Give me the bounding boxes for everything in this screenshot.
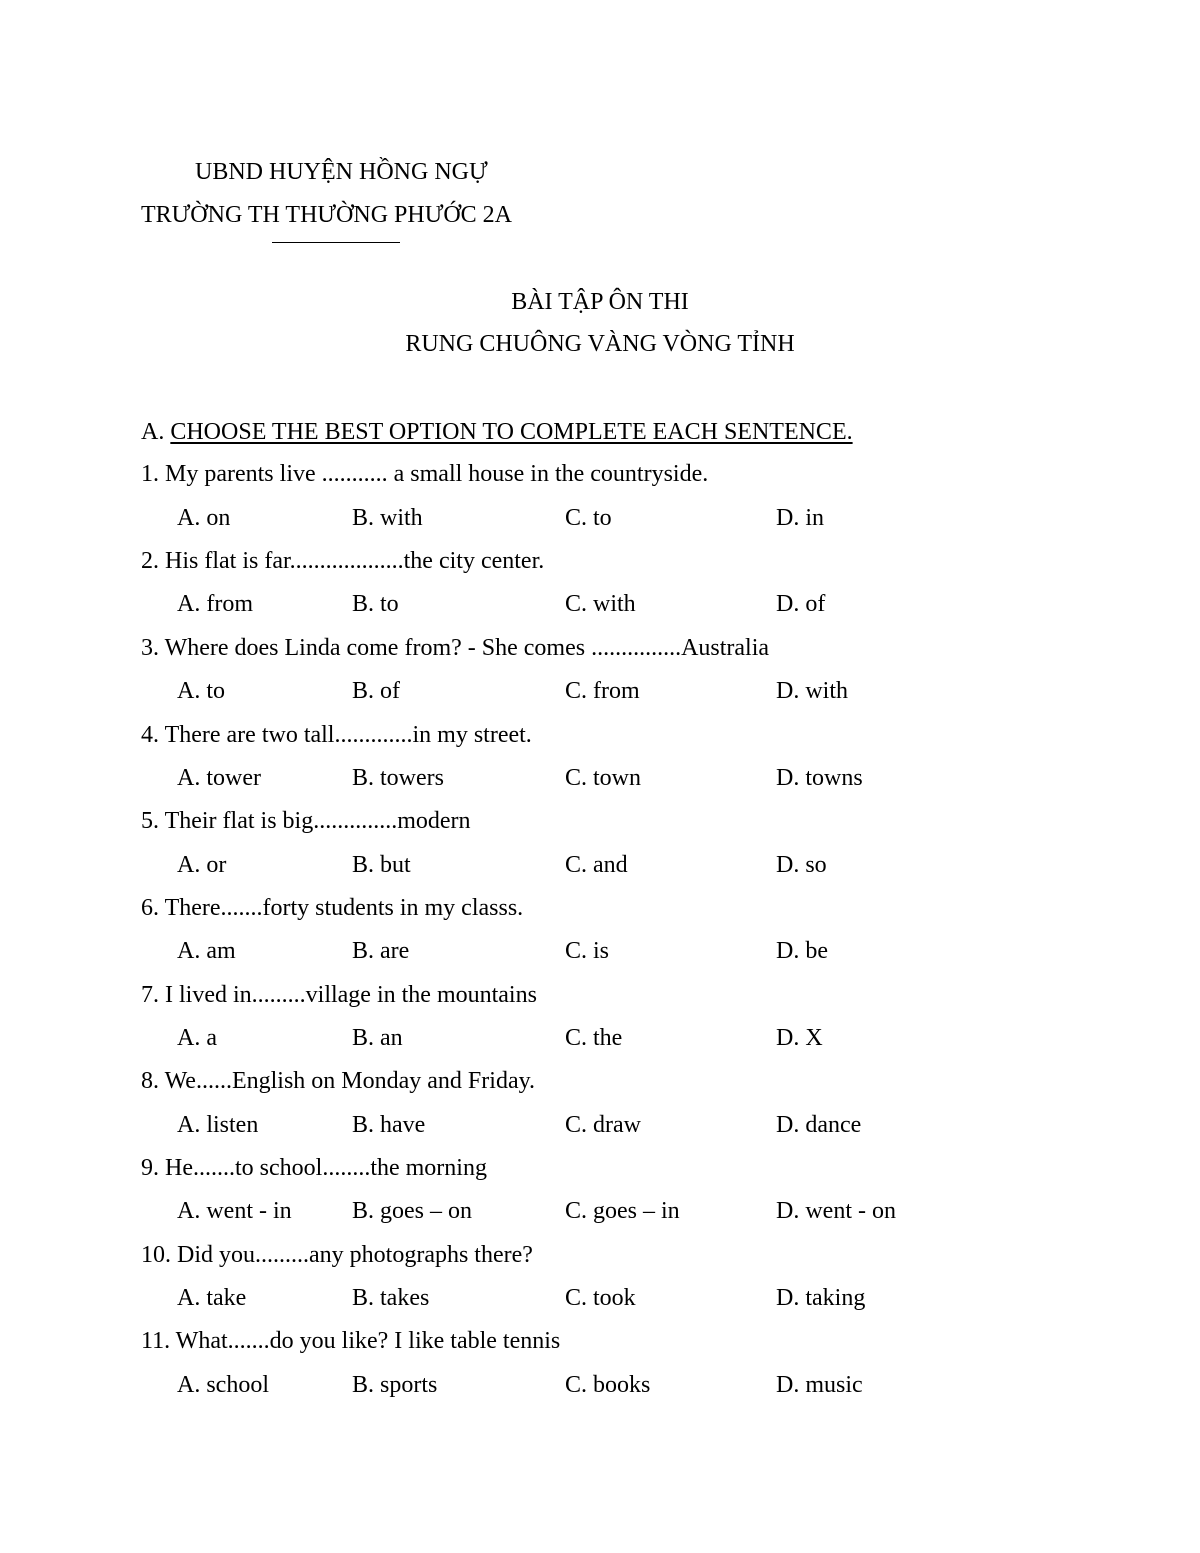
option-a: A. listen [177, 1112, 259, 1138]
option-a: A. am [177, 938, 236, 964]
option-d: D. so [776, 852, 827, 878]
question-text: 11. What.......do you like? I like table tennis [141, 1328, 561, 1354]
option-a: A. or [177, 852, 227, 878]
option-c: C. the [565, 1025, 623, 1051]
option-a: A. went - in [177, 1198, 292, 1224]
option-d: D. towns [776, 765, 863, 791]
question-text: 5. Their flat is big..............modern [141, 808, 471, 834]
option-b: B. of [352, 678, 400, 704]
question-text: 6. There.......forty students in my classs. [141, 895, 524, 921]
option-a: A. to [177, 678, 225, 704]
option-b: B. with [352, 505, 423, 531]
option-b: B. to [352, 591, 399, 617]
school-authority-line: UBND HUYỆN HỒNG NGỰ [195, 159, 488, 185]
option-b: B. sports [352, 1372, 438, 1398]
school-name-line: TRƯỜNG TH THƯỜNG PHƯỚC 2A [141, 202, 512, 228]
option-c: C. town [565, 765, 642, 791]
section-a-heading [141, 420, 853, 444]
question-text: 7. I lived in.........village in the mountains [141, 982, 537, 1008]
option-d: D. dance [776, 1112, 862, 1138]
question-text: 2. His flat is far...................the city center. [141, 548, 545, 574]
option-c: C. books [565, 1372, 651, 1398]
option-b: B. takes [352, 1285, 430, 1311]
option-d: D. music [776, 1372, 863, 1398]
question-text: 3. Where does Linda come from? - She comes ...............Australia [141, 635, 770, 661]
option-d: D. went - on [776, 1198, 896, 1224]
option-c: C. with [565, 591, 636, 617]
question-text: 1. My parents live ........... a small house in the countryside. [141, 461, 709, 487]
option-a: A. on [177, 505, 231, 531]
section-a-prefix: A. [141, 419, 171, 445]
header-divider [272, 242, 400, 243]
option-b: B. but [352, 852, 411, 878]
option-c: C. and [565, 852, 628, 878]
question-text: 8. We......English on Monday and Friday. [141, 1068, 536, 1094]
option-b: B. an [352, 1025, 403, 1051]
option-d: D. of [776, 591, 826, 617]
option-b: B. are [352, 938, 410, 964]
option-c: C. took [565, 1285, 636, 1311]
option-a: A. from [177, 591, 253, 617]
section-a-instruction: CHOOSE THE BEST OPTION TO COMPLETE EACH SENTENCE. [170, 419, 853, 445]
option-d: D. in [776, 505, 824, 531]
option-c: C. from [565, 678, 640, 704]
option-d: D. X [776, 1025, 823, 1051]
option-c: C. to [565, 505, 612, 531]
question-text: 9. He.......to school........the morning [141, 1155, 487, 1181]
option-b: B. goes – on [352, 1198, 472, 1224]
option-d: D. be [776, 938, 828, 964]
option-a: A. school [177, 1372, 269, 1398]
option-c: C. goes – in [565, 1198, 680, 1224]
document-subtitle: RUNG CHUÔNG VÀNG VÒNG TỈNH [405, 331, 795, 357]
option-a: A. tower [177, 765, 261, 791]
option-c: C. is [565, 938, 610, 964]
option-d: D. taking [776, 1285, 866, 1311]
document-title: BÀI TẬP ÔN THI [511, 289, 689, 315]
option-d: D. with [776, 678, 848, 704]
option-b: B. towers [352, 765, 444, 791]
option-a: A. take [177, 1285, 247, 1311]
question-text: 10. Did you.........any photographs there? [141, 1242, 533, 1268]
option-b: B. have [352, 1112, 426, 1138]
option-c: C. draw [565, 1112, 641, 1138]
question-text: 4. There are two tall.............in my street. [141, 722, 532, 748]
option-a: A. a [177, 1025, 217, 1051]
